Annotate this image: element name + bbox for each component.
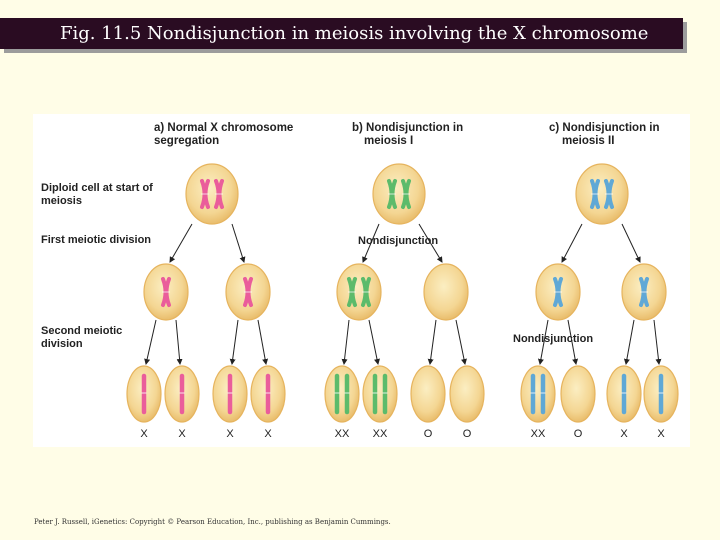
panel-b-gamete-3 [411,366,445,422]
row-label-first-division: First meiotic division [41,234,152,246]
panel-b-arrow-mid-1 [344,320,349,364]
cells-layer [127,164,678,422]
panel-b-diploid-cell [373,164,425,224]
panel-b-gamete-1 [325,366,359,422]
gamete-labels-layer [140,428,665,440]
panel-a-gamete-3-label: X [226,428,234,440]
panel-b-gamete-2-chromosome-1 [373,376,378,412]
panel-b-gamete-4 [450,366,484,422]
panel-a-arrow-mid-4 [258,320,266,364]
panel-b-diploid-chromosome-2 [402,181,410,207]
panel-b-diploid-chromosome-1 [388,181,396,207]
panel-b-gamete-1-label: XX [334,428,350,440]
panel-b-heading-1: b) Nondisjunction in [352,122,464,134]
panel-c-heading-2: meiosis II [562,135,615,147]
panel-b-gamete-1-chromosome-1 [335,376,340,412]
panel-b-arrow-mid-2 [369,320,378,364]
panel-a-heading-1: a) Normal X chromosome [154,122,294,134]
panel-c-arrow-top-left [562,224,582,262]
panel-a-heading-2: segregation [154,135,220,147]
panel-a-meiosis-i-chromosome-2 [244,279,252,305]
panel-c-heading-1: c) Nondisjunction in [549,122,660,134]
panel-a-diploid-cell [186,164,238,224]
panel-b-gamete-2 [363,366,397,422]
row-label-second-division-1: Second meiotic [41,325,123,337]
panel-b-arrow-mid-4 [456,320,465,364]
panel-c-gamete-4-chromosome [659,376,664,412]
panel-a-gamete-2-chromosome [180,376,185,412]
panel-a-arrow-top-left [170,224,192,262]
panel-c-gamete-3-chromosome [622,376,627,412]
panel-c-nondisjunction-label: Nondisjunction [513,333,594,345]
panel-a-diploid-chromosome-1 [201,181,209,207]
panel-b-heading-2: meiosis I [364,135,414,147]
panel-b-gamete-2-label: XX [372,428,388,440]
panel-b-meiosis-i-cell-1 [337,264,381,320]
title-bar [0,18,683,49]
panel-a-gamete-1-chromosome [142,376,147,412]
panel-c-gamete-2-label: O [573,428,583,440]
panel-b-nondisjunction-label: Nondisjunction [358,235,439,247]
panel-a-arrow-top-right [232,224,244,262]
panel-b-gamete-1-chromosome-2 [345,376,350,412]
panel-c-arrow-mid-3 [626,320,634,364]
panel-c-diploid-chromosome-2 [605,181,613,207]
row-label-diploid-2: meiosis [41,195,82,207]
panel-a-gamete-1-label: X [140,428,148,440]
copyright-credit: Peter J. Russell, iGenetics: Copyright © Pearson Education, Inc., publishing as Benjamin Cummings. [34,518,391,526]
meiosis-figure [33,114,690,447]
panel-a-arrow-mid-3 [232,320,238,364]
panel-c-meiosis-i-chromosome-1 [554,279,562,305]
panel-c-gamete-1-label: XX [530,428,546,440]
panel-a-gamete-3-chromosome [228,376,233,412]
panel-b-gamete-2-chromosome-2 [383,376,388,412]
panel-c-arrow-top-right [622,224,640,262]
panel-a-gamete-4-chromosome [266,376,271,412]
panel-b-arrow-mid-3 [430,320,436,364]
panel-c-diploid-chromosome-1 [591,181,599,207]
panel-b-gamete-3-label: O [423,428,433,440]
panel-c-gamete-3-label: X [620,428,628,440]
panel-a-gamete-2-label: X [178,428,186,440]
row-label-second-division-2: division [41,338,83,350]
figure-canvas [33,114,690,447]
panel-c-meiosis-i-chromosome-2 [640,279,648,305]
panel-a-diploid-chromosome-2 [215,181,223,207]
panel-c-gamete-1 [521,366,555,422]
panel-c-gamete-1-chromosome-2 [541,376,546,412]
panel-c-gamete-1-chromosome-1 [531,376,536,412]
row-label-diploid-1: Diploid cell at start of [41,182,153,194]
panel-a-meiosis-i-chromosome-1 [162,279,170,305]
panel-c-diploid-cell [576,164,628,224]
panel-b-meiosis-i-chromosome-1 [348,279,356,305]
panel-a-arrow-mid-1 [146,320,156,364]
panel-c-gamete-4-label: X [657,428,665,440]
panel-c-gamete-2 [561,366,595,422]
panel-a-gamete-4-label: X [264,428,272,440]
panel-c-arrow-mid-4 [654,320,659,364]
panel-b-meiosis-i-cell-2 [424,264,468,320]
panel-b-gamete-4-label: O [462,428,472,440]
panel-a-arrow-mid-2 [176,320,180,364]
slide-title: Fig. 11.5 Nondisjunction in meiosis involving the X chromosome [60,23,649,44]
panel-b-meiosis-i-chromosome-2 [362,279,370,305]
